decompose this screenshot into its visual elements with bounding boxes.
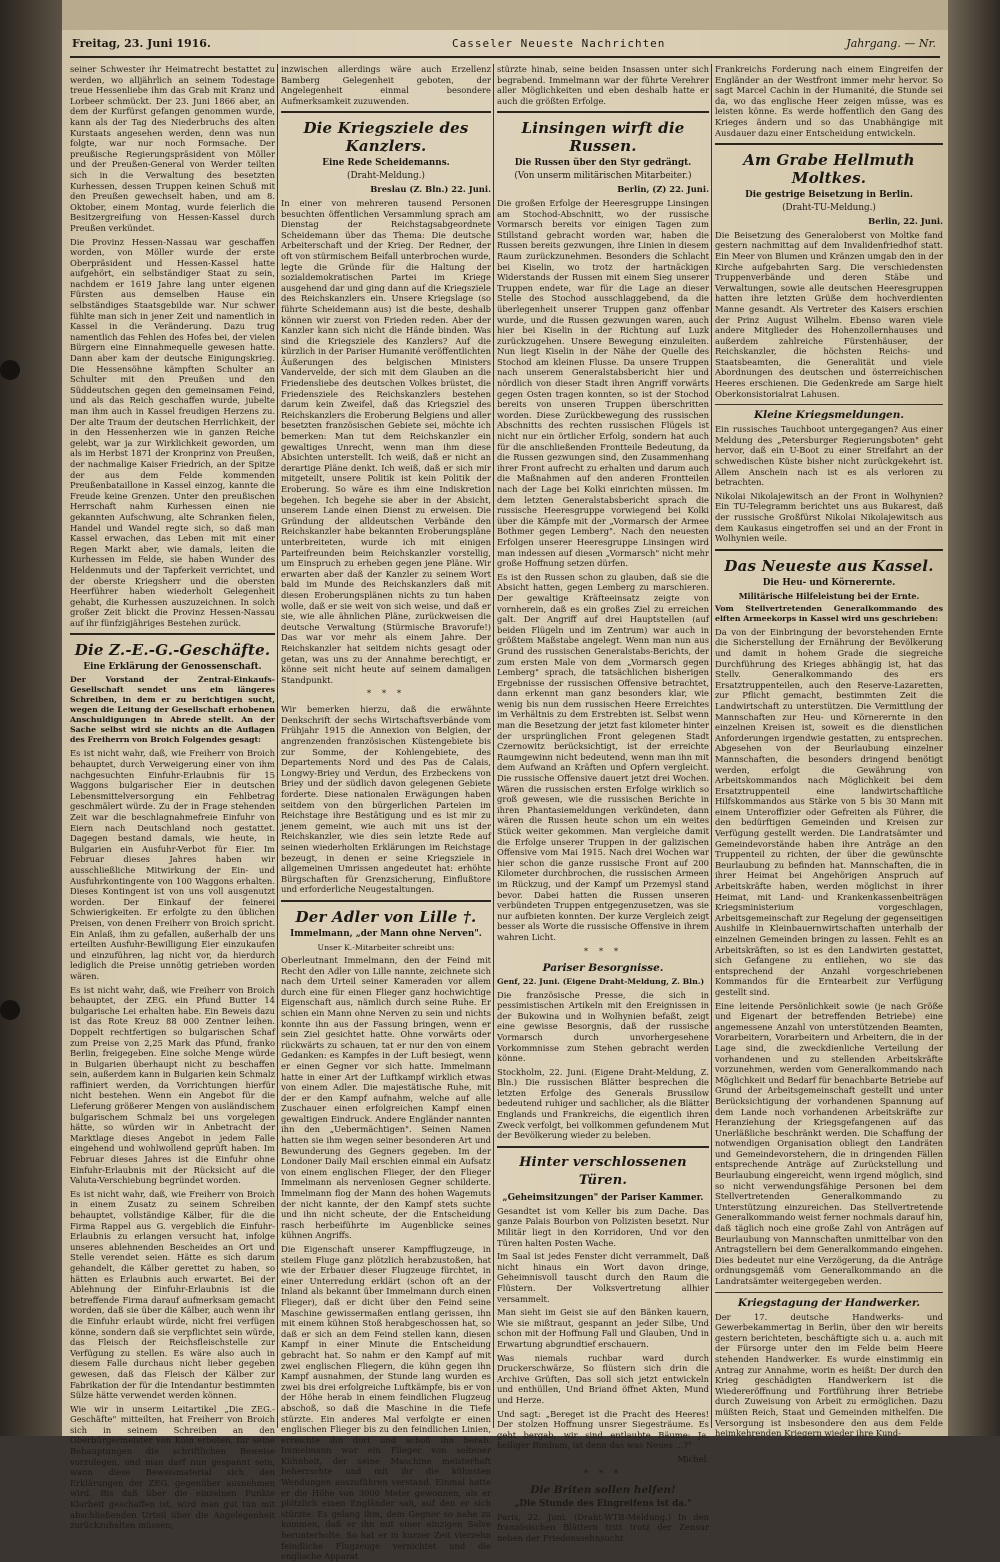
punch-hole (0, 1000, 20, 1020)
column-rule (493, 64, 494, 1428)
article-paragraph: Es ist nicht wahr, daß, wie Freiherr von Broich behauptet, der ZEG. ein Pfund Butter 14 bulgarische Lei erhalten habe. Ein Beweis dazu ist das Rote Kreuz 88 000 Zentner leihen. Doppelt rechtfertigen so bulgarischen Schaf zum Preise von 2,25 Mark das Pfund, franko Berlin, freigegeben. Eine solche Menge würde in Bulgarien überhaupt nicht zu beschaffen sein, außerdem kann in Bulgarien kein Schmalz raffiniert werden, da Vorrichtungen hierfür nicht bestehen. Wenn ein Angebot für die Lieferung größerer Mengen von ausländischem bulgarischem Schmalz bei uns vorgelegen hätte, so würden wir in Anbetracht der Marktlage dieses Angebot in jedem Falle eingehend und wohlwollend geprüft haben. Im Februar dieses Jahres ist die Einfuhr ohne Einfuhr-Erlaubnis mit der Rücksicht auf die Valuta-Verschiebung begründet worden. (70, 984, 275, 1186)
article-paragraph: Es ist nicht wahr, daß, wie Freiherr von Broich in einem Zusatz zu seinem Schreiben behauptet, vollständige Kälber, für die die Firma Rappel aus G. vergeblich die Einfuhr-Erlaubnis zu erlangen versucht hat, infolge unseres ablehnenden Bescheides an Ort und Stelle verendet seien. Hätte es sich darum gehandelt, die Kälber gerettet zu haben, so hätten es Erlaubnis auch erwartet. Bei der Ablehnung der Einfuhr-Erlaubnis ist die betreffende Firma darauf aufmerksam gemacht worden, daß sie über die Kälber, auch wenn ihr die Einfuhr erlaubt würde, nicht frei verfügen könne, sondern daß sie verpflichtet sein würde, das Fleisch der Reichsfleischstelle zur Verfügung zu stellen. Es wäre also auch in diesem Falle durchaus nicht lieber gegeben gewesen, daß das Fleisch der Kälber zur Fabrikation der für die Intendantur bestimmten Sülze hätte verwendet werden können. (70, 1188, 275, 1401)
article-paragraph: Die Provinz Hessen-Nassau war geschaffen worden, von Möller wurde der erste Oberpräsident und Hessen-Kassel hatte aufgehört, ein selbständiger Staat zu sein, nachdem er 1619 Jahre lang unter eigenen Fürsten aus demselben Hause ein selbständiges Staatsgebilde war. Nur schwer fühlte man sich in jener Zeit und namentlich in Kassel in die Veränderung. Dazu trug namentlich das Fehlen des Hofes bei, der vielen Bürgern eine Einnahmequelle gewesen hatte. Dann aber kam der deutsche Einigungskrieg. Die Hessensöhne kämpften Schulter an Schulter mit den Preußen und den Süddeutschen gegen den gemeinsamen Feind, und als das Reich geschaffen wurde, jubelte man ihm auch in Kassel freudigen Herzens zu. Der alte Traum der deutschen Herrlichkeit, der in den Hessenherzen wie in ganzen Reiche gelebt, war ja zur Wirklichkeit geworden, um als im Herbst 1871 der Kronprinz von Preußen, der nachmalige Kaiser Friedrich, an der Spitze der aus dem Felde kommenden Preußenbataillone in Kassel einzog, kannte die Freude keine Grenzen. Unter den preußischen Herrschaft nahm Kurhessen einen nie gekannten Aufschwung, alte Schranken fielen, Handel und Wandel regte sich, so daß man Kassel erwachen, das Leben mit mit einer Regen Markt aber, wie damals, leiten die Kurhessen im Felde, sie haben Wunder des Heldenmuts und der Tapferkeit verrichtet, und der oberste Kriegsherr und die obersten Heerführer haben wiederholt Gelegenheit gehabt, die Kurhessen auszuzeichnen. In solch großer Zeit blickt die Provinz Hessen-Nassau auf ihr fünfzigjähriges Bestehen zurück. (70, 236, 275, 628)
section-rule (715, 549, 943, 551)
dateline: Berlin, 22. Juni. (868, 216, 943, 227)
section-rule (497, 1146, 709, 1148)
section-stars: * * * (583, 946, 623, 957)
scan-left-border (0, 0, 62, 1436)
headline-kanzler: Die Kriegsziele des Kanzlers. (303, 119, 469, 156)
dateline: Breslau (Z. Bln.) 22. Juni. (370, 184, 491, 195)
punch-hole (0, 360, 20, 380)
section-stars: * * * (583, 1468, 623, 1479)
article-paragraph: seiner Schwester ihr Heimatrecht bestattet zu werden, wo alljährlich an seinem Todestage treue Hessenliebe ihm das Grab mit Kranz und Lorbeer schmückt. Der 23. Juni 1866 aber, an dem der Kurfürst gefangen genommen wurde, kann als der Tag des Niederbruchs des alten Kurstaats angesehen werden, denn was nun folgte, war nur noch Formsache. Der preußische Regierungspräsident von Möller und der Preußen-General von Werder teilten sich in die Verwaltung des besetzten Kurhessen, dessen Truppen keinen Schuß mit den Preußen gewechselt haben, und am 8. Oktober, einem Montag, wurde feierlich die Besitzergreifung von Hessen-Kassel durch Preußen verkündet. (70, 64, 275, 233)
column-rule (711, 64, 712, 1428)
subheadline-kanzler: Eine Rede Scheidemanns. (322, 158, 450, 169)
column-3 (497, 64, 709, 1543)
newspaper-page (62, 30, 948, 1562)
article-paragraph: Eine leitende Persönlichkeit sowie (je nach Größe und Eigenart der betreffenden Betriebe) eine angemessene Anzahl von unterstützenden Beamten, Vorarbeitern, Vorarbeitern und Arbeitern, die in der Lage sind, die zweckdienliche Verteilung der vorhandenen und zu stellenden Arbeitskräfte vorzunehmen, werden vom Generalkommando nach Möglichkeit und Bedarf für benachbarte Betriebe auf Grund der Arbeitsgemeinschaft gestellt und unter Berücksichtigung der vorhandenen Spannung auf dem Lande noch vorhandenen Arbeitskräfte zur Heranziehung der Kriegsgefangenen auf das Unerläßliche beschränkt werden. Die Schaffung der notwendigen Organisation obliegt den Landräten und Gemeindevorstehern, die in dringenden Fällen entsprechende Anträge auf Zurückstellung und Beurlaubung eingereicht, wenn irgend möglich, sind so nicht verwendungsfähige Personen bei dem Stellvertretenden Generalkommando zu Unterstützung einzureichen. Das Stellvertretende Generalkommando weist ferner nochmals darauf hin, daß täglich noch eine große Zahl von Anträgen auf Beurlaubung von Mannschaften unmittelbar von den Antragstellern bei dem Generalkommando eingehen. Dies bedeutet nur eine Verzögerung, da die Anträge ordnungsgemäß vom Generalkommando an die Landratsämter weitergegeben werden. (715, 1000, 943, 1286)
section-rule (281, 900, 491, 902)
poem-stanza: Was niemals ruchbar ward durch Druckerschwärze, So flüstern sich drin die Archive Grüften, Das soll sich jetzt entwickeln und enthüllen, Und Briand öffnet Akten, Mund und Herze. (497, 1352, 709, 1405)
article-paragraph: Die französische Presse, die sich in pessimistischen Artikeln mit den Ereignissen in der Bukowina und in Wolhynien befaßt, zeigt eine gewisse Besorgnis, daß der russische Vormarsch durch unvorhergesehene Vorkommnisse zum Stehen gebracht werden könne. (497, 989, 709, 1064)
section-rule (715, 1292, 943, 1293)
article-lead: Vom Stellvertretenden Generalkommando des elften Armeekorps in Kassel wird uns geschrieben: (715, 603, 943, 623)
article-paragraph: Stockholm, 22. Juni. (Eigene Draht-Meldung, Z. Bln.) Die russischen Blätter besprechen die letzten Erfolge des Generals Brussilow bedeutend ruhiger und sachlicher, als die Blätter Englands und Frankreichs, die eigentlich ihren Zweck verfolgt, bei vollkommen gefundenem Mut der Bevölkerung wieder zu beleben. (497, 1066, 709, 1141)
subheadline-moltke: Die gestrige Beisetzung in Berlin. (745, 190, 913, 201)
source-line: (Draht-TU-Meldung.) (782, 203, 876, 214)
headline-klein: Kleine Kriegsmeldungen. (753, 409, 905, 422)
section-rule (715, 404, 943, 405)
subheadline-zeg: Eine Erklärung der Genossenschaft. (83, 662, 262, 673)
article-paragraph: Da von der Einbringung der bevorstehenden Ernte die Sicherstellung der Ernährung der Bevölkerung und damit in hohem Grade die siegreiche Durchführung des Krieges abhängig ist, hat das Stellv. Generalkommando des ers Ersatztruppenteilen, auch den Reserve-Lazaretten, zur Pflicht gemacht, bestimmten Zeit die Landwirtschaft zu unterstützen. Die Vermittlung der Mannschaften zur Heu- und Körnerernte in den einzelnen Kreisen ist, soweit es die dienstlichen Anforderungen irgendwie gestatten, zu entsprechen. Abgesehen von der Beurlaubung einzelner Mannschaften, die besonders dringend benötigt werden, erfolgt die Gewährung von Arbeitskommandos nach Möglichkeit bei dem Ersatztruppenteil eine landwirtschaftliche Hilfskommandos aus Stärke von 5 bis 30 Mann mit einem Unteroffizier oder Gefreiten als Führer, die den bedürftigen Gemeinden und Kreisen zur Verfügung gestellt werden. Die Landratsämter und Gemeindevorstände haben ihre Anträge an den Truppenteil zu richten, der über die gewünschte Beurlaubung zu befinden hat. Mannschaften, die in ihrer Heimat bei Angehörigen Anspruch auf Arbeitskräfte haben, werden möglichst in ihrer Heimat, mit Land- und Krankenkassenbeiträgen Kriegsministerium vorgeschlagen, Arbeitsgemeinschaft zur Regelung der gegenseitigen Aushilfe in Kleinbauernwirtschaften unterhalb der einzelnen Gemeinden bringen zu lassen. Fehlt es an Arbeitskräften, so ist es den Landwirten gestattet, sich Gefangene zu entliehen, wo sie das entsprechend der Anzahl vorgeschriebenen Kommandos für die Erntearbeit zur Verfügung gestellt sind. (715, 626, 943, 997)
headline-kassel: Das Neueste aus Kassel. (724, 556, 934, 575)
article-paragraph: Es ist nicht wahr, daß, wie Freiherr von Broich behauptet, durch Verweigerung einer von ihm nachgesuchten Einfuhr-Erlaubnis für 15 Waggons bulgarischer Eier in deutschen Lebensmittelversorgung ein Fehlbetrag geschmälert würde. Zu der in Frage stehenden Zeit war die beschlagnahmefreie Einfuhr von Eiern nach Deutschland noch gestattet. Dagegen bestand damals, wie heute, in Bulgarien ein Ausfuhr-Verbot für Eier. Im Februar dieses Jahres haben wir ausschließliche Mitwirkung der Ein- und Ausfuhrkontingente von 100 Waggons erhalten. Dieses Kontingent ist von uns voll ausgenutzt worden. Der Einkauf der feinerei Schwierigkeiten. Er erfolgte zu den üblichen Preisen, von denen Freiherr von Broich spricht. Ein Anlaß, ihm zu gefallen, außerhalb der uns erteilten Ausfuhr-Bewilligung Eier einzukaufen und einzuführen, lag nicht vor, da hierdurch lediglich die Preise unnötig getrieben worden wären. (70, 748, 275, 981)
column-2 (281, 64, 491, 1562)
section-rule (281, 111, 491, 113)
article-paragraph: Nikolai Nikolajewitsch an der Front in Wolhynien? Ein TU-Telegramm berichtet uns aus Bukarest, daß der russische Großfürst Nikolai Nikolajewitsch aus dem Kaukasus eingetroffen sei und an der Front in Wolhynien weile. (715, 490, 943, 544)
subheadline-briten: „Die Stunde des Eingreifens ist da." (514, 1498, 692, 1509)
subheadline-adler: Immelmann, „der Mann ohne Nerven". (290, 928, 482, 939)
dateline: Berlin, (Z) 22. Juni. (617, 184, 709, 195)
article-paragraph: inzwischen allerdings wäre auch Erzellenz Bamberg Gelegenheit geboten, der Angelegenheit einmal besondere Aufmerksamkeit zuzuwenden. (281, 64, 491, 106)
scan-top-border (62, 0, 948, 30)
article-paragraph: Der 17. deutsche Handwerks- und Gewerbekammertag in Berlin, über den wir bereits gestern berichteten, beschäftigte sich u. a. auch mit der Fürsorge unter den im Felde beim Heere stehenden Handwerker. Es wurde einstimmig ein Antrag zur Annahme, worin es heißt: Der durch den Krieg geschädigten Handwerkern ist die Wiedereröffnung und Fortführung ihrer Betriebe durch Zuweisung von Arbeit zu ermöglichen. Dazu müßten Reich, Staat und Gemeinden mithelfen. Die Versorgung ist insbesondere den aus dem Felde heimkehrenden Kriegern wieder ihre Kund- (715, 1311, 943, 1439)
poem-stanza: Im Saal ist jedes Fenster dicht verrammelt, Daß nicht hinaus ein Wort davon dringe, Geheimnisvoll tauscht durch den Raum die Flüstern. Der Volksvertretung allhier versammelt. (497, 1251, 709, 1304)
headline-adler: Der Adler von Lille †. (295, 907, 477, 926)
article-paragraph: Es ist den Russen schon zu glauben, daß sie die Absicht hatten, gegen Lemberg zu marschieren. Der gewaltige Kräfteeinsatz zeigte von vornherein, daß es ein großes Ziel zu erreichen galt. Der Angriff auf drei Hauptstellen (auf beiden Flügeln und im Zentrum) war auch in größtem Maßstabe angelegt. Wenn man nun aus Grund des russischen Generalstabs-Berichts, der zum ersten Male von dem „Vormarsch gegen Lemberg" sprach, die tatsächlichen bisherigen Ergebnisse der russischen Offensive betrachtet, dann erkennt man ganz besonders klar, wie wenig bis nun dem russischen Heere Erreichtes im Verhältnis zu dem Erstrebten ist. Selbst wenn man die Besetzung der jetzt fast kilometer hinter der ursprünglichen Front gelegenen Stadt Czernowitz berücksichtigt, ist der erreichte Raumgewinn nicht bedeutend, wenn man ihn mit dem Aufwand an Kräften und Opfern vergleicht. Die russische Offensive dauert jetzt drei Wochen. Wären die russischen ersten Erfolge wirklich so groß gewesen, wie die russischen Berichte in ihren Phantasiemeldungen verkündeten, dann wären die Russen heute schon um ein weites Stück weiter gekommen. Man vergleiche damit die Erfolge unserer Truppen in der galizischen Offensive vom Mai 1915. Nach drei Wochen war hier schon die ganze russische Front auf 200 Kilometer durchbrochen, die russischen Armeen im Rückzug, und der Kampf um Przemysl stand bevor. Dabei hatten die Russen unseren verbündeten Truppen entgegenzusetzen, was sie nur aufbieten konnten. Der kurze Vergleich zeigt besser als Worte die russische Offensive in ihrem wahren Licht. (497, 571, 709, 942)
source-line: (Draht-Meldung.) (347, 171, 425, 182)
headline-moltke: Am Grabe Hellmuth Moltkes. (743, 151, 915, 188)
article-paragraph: Oberleutnant Immelmann, den der Feind mit Recht den Adler von Lille nannte, zeichnete sich nach dem Urteil seiner Kameraden vor allem durch eine für einen Flieger ganz hochwichtige Eigenschaft aus, nämlich durch seine Ruhe. Er schien ein Mann ohne Nerven zu sein und nichts konnte ihn aus der Fassung bringen, wenn er sein Ziel gesichtet hatte. Ohne vorwärts oder rückwärts zu schauen, tat er nur den von einem Gedanken: es Kampfes in der Luft besiegt, wenn er einen Gegner vor sich hatte. Immelmann hatte in einer Art der Luftkampf wirklich etwas von einem Adler. Die majestätische Ruhe, mit der er den Kampf aufnahm, welche auf alle Zuschauer einen erfolgreichen Kampf einen gewaltigen Eindruck. Andere Engländer nannten ihn den „Uebermächtigen". Seinen Namen hatten sie ihm wegen seiner besonderen Art und Bewunderung des Gegners gegeben. Im der Londoner Daily Mail erschien einmal ein Aufsatz von einem englischen Flieger, der den Flieger Immelmann als nervenlosen Gegner schilderte. Immelmann flog der Mann des hohen Wagemuts der nicht kannte, der den Kampf stets suchte und ihn nicht scheute, der die Entscheidung rasch herbeiführte im Augenblicke seines kühnen Angriffs. (281, 954, 491, 1241)
article-paragraph: Frankreichs Forderung nach einem Eingreifen der Engländer an der Westfront immer mehr hervor. So sagt Marcel Cachin in der Humanité, die Stunde sei da, wo das englische Heer zeigen müsse, was es leisten könne. Es werde hoffentlich den Gang des Krieges ändern und so das Unabhängige mit Ausdauer dazu einer Entscheidung entwickeln. (715, 64, 943, 138)
article-paragraph: Die Beisetzung des Generaloberst von Moltke fand gestern nachmittag auf dem Invalidenfriedhof statt. Ein Meer von Blumen und Kränzen umgab den in der Kirche aufgebahrten Sarg. Die verschiedensten Truppenverbände und deren Stäbe und Verwaltungen, sowie alle deutschen Heeresgruppen hatten ihre letzten Grüße dem hochverdienten Manne gesandt. Als Vertreter des Kaisers erschien der Prinz August Wilhelm. Ebenso waren viele andere Mitglieder des Hohenzollernhauses und außerdem zahlreiche Fürstenhäuser, der Reichskanzler, die höchsten Reichs- und Staatsbeamten, die Generalität und viele Abordnungen des deutschen und österreichischen Heeres erschienen. Die Gedenkrede am Sarge hielt Oberkonsistorialrat Lahusen. (715, 229, 943, 399)
section-stars: * * * (366, 689, 406, 700)
column-4 (715, 64, 943, 1439)
scan-right-border (948, 0, 1000, 1436)
section-rule (715, 143, 943, 145)
section-rule (497, 111, 709, 113)
article-lead: Der Vorstand der Zentral-Einkaufs-Gesellschaft sendet uns ein längeres Schreiben, in dem er zu berichtigen sucht, wegen die Leitung der Gesellschaft erhobenen Anschuldigungen in Abrede stellt. An der Sache selbst wird sie nichts an die Auflagen des Freiherrn von Broich Folgendes gesagt: (70, 675, 275, 745)
column-rule (277, 64, 278, 1428)
article-paragraph: Wie wir in unserm Leitartikel „Die ZEG.-Geschäfte" mitteilten, hat Freiherr von Broich sich in seinem Schreiben an den Oberbürgermeister von Köln erboten, für seine Behauptungen die schriftlichen Beweise vorzulegen, und man darf nun gespannt sein, wann diese Beweismaterial sich den Erklärungen der ZEG. gegenüber ausnehmen wird. Bis daß über die einzelnen Punkte Klarheit geschaffen ist, wird man gut tun mit abschließenden Urteil über die Angelegenheit zurückzuhalten müssen; (70, 1403, 275, 1531)
header-date: Freitag, 23. Juni 1916. (72, 37, 211, 50)
subheadline-tueren: „Geheimsitzungen" der Pariser Kammer. (502, 1192, 704, 1203)
source-line: (Von unserm militärischen Mitarbeiter.) (514, 171, 692, 182)
header-paper-name: Casseler Neueste Nachrichten (452, 37, 666, 50)
headline-briten: Die Briten sollen helfen! (530, 1483, 676, 1496)
article-paragraph: Ein russisches Tauchboot untergegangen? Aus einer Meldung des „Petersburger Regierungsboten" geht hervor, daß ein U-Boot zu einer Streifahrt an der schwedischen Küste bisher nicht zurückgekehrt ist. Allem Anschein nach ist es als verloren zu betrachten. (715, 424, 943, 488)
dateline: Genf, 22. Juni. (Eigene Draht-Meldung, Z. Bln.) (497, 976, 705, 986)
section-rule (70, 633, 275, 635)
signature: Michel. (677, 1453, 709, 1464)
headline-linsingen: Linsingen wirft die Russen. (521, 119, 685, 156)
headline-pariser: Pariser Besorgnisse. (542, 961, 664, 974)
poem-stanza: Und sagt: „Bereget ist die Pracht des Heeres! Der stolzen Hoffnung unsrer Siegesträume. Es geht bergab, wir sind entlaubte Bäume: Ja, heiliger Bimbam, ist denn das was Neues ...?" (497, 1408, 709, 1451)
article-paragraph: stürzte hinab, seine beiden Insassen unter sich begrabend. Immelmann war der führte Verehrer aller Möglichkeiten und eben deshalb hatte er auch die größten Erfolge. (497, 64, 709, 106)
column-1 (70, 64, 275, 1531)
poem-stanza: Man sieht im Geist sie auf den Bänken kauern, Wie sie mißtraut, gespannt an jeder Silbe, Und schon mit der Hoffnung Fall und Glauben, Und in Erwartung abgrundtief erschauern. (497, 1307, 709, 1349)
article-paragraph: Paris, 22. Juni. (Draht-WTB-Meldung.) In den französischen Blättern tritt trotz der Zensur neben der Friedenssehnsucht (497, 1511, 709, 1543)
subheadline-kassel: Die Heu- und Körnerernte. (762, 577, 896, 588)
headline-handwerker: Kriegstagung der Handwerker. (737, 1296, 921, 1309)
subheadline-linsingen: Die Russen über den Styr gedrängt. (514, 158, 692, 169)
source-line: Unser K.-Mitarbeiter schreibt uns: (317, 942, 455, 952)
article-paragraph: Die Eigenschaft unserer Kampfflugzeuge, in steilem Fluge ganz plötzlich herabzustoßen, hat wie der Erbauer dieser Flugzeuge fürchtet, in einer Unterredung erklärt (schon oft an der Inland als bekannt über Immelmann durch einen Flieger), daß er dicht über den Feind seine Maschine gewissermaßen entlang gerissen, ihn mit einem kühnen Stoß herabgeschossen hat, so daß er sich an dem Feind stellen kann, diesen Kampf in einer Minute die Entscheidung gebracht hat. So nahm er den Kampf auf mit zwei englischen Fliegern, die kühn gegen ihn Kampf ausnahmen, der Stunde lang wurden es zwei bis drei erfolgreiche Luftkämpfe, bis er von der Höhe herab in einem feindlichen Flugzeug abschoß, so daß die Maschine in die Tiefe stürzte. Ein anderes Mal verfolgte er einen englischen Flieger bis zu den feindlichen Linien, erreichte ihn dort und schoß ihn herab. Immelmann war ein Flieger von seltener Kühnheit, der seine Maschine meisterhaft beherrschte und mit ihr die kühnsten Wendungen auszuführen verstand. Einmal hatte er die Höhe von 3000 Meter gewonnen, als er plötzlich einen Engländer sah, auf den er sich stürzte. Es gelang ihm, dem Gegner so nahe zu kommen, daß er ihn mit einer einzigen Salve herunterholte. So hat er in kurzer Zeit vierzehn feindliche Flugzeuge vernichtet und die englische Apparat (281, 1244, 491, 1562)
article-paragraph: Die großen Erfolge der Heeresgruppe Linsingen am Stochod-Abschnitt, wo der russische Vormarsch bereits vor einigen Tagen zum Stillstand gebracht worden war, haben die Russen bereits gezwungen, ihre Linien in diesem Raum zurückzunehmen. Besonders die Schlacht bei Kiselin, wo trotz der hartnäckigen Widerstands der Russen mit einem Sieg unserer Truppen endete, war für die Lage an dieser Stelle des Stochod ausschlaggebend, da die überlegenheit unserer Truppen ganz offenbar wurde, und die Russen gezwungen waren, auch hier bei Kiselin in der Richtung auf Luzk zurückzugehen. Unsere Bewegung einzuleiten. Nun liegt Kiselin in der Nähe der Quelle des Stochod am kleinen Flusse. Da unsere Truppen nach unserem Generalstabsbericht hier und nördlich von dieser Stadt ihren Angriff vorwärts gegen Osten tragen konnten, so ist der Stochod bereits von unseren Truppen überschritten worden. Diese Zurückbewegung des russischen Abschnitts des rechten russischen Flügels ist nicht nur ein örtlicher Erfolg, sondern hat auch für die anschließenden Frontteile Bedeutung, da die Russen gezwungen sind, den Zusammenhang ihrer Front aufrecht zu erhalten und darum auch die Maßnahmen auf den anderen Frontteilen nach der Lage bei Kolki einrichten müssen. Im dem letzten Generalstabsbericht sprach die russische Heeresgruppe vorwiegend bei Kolki über die Kämpfe mit der „Vormarsch der Armee Bothmer gegen Lemberg". Nach den neuesten Erfolgen unserer Heeresgruppe Linsingen wird man indessen auf diesen „Vormarsch" nicht mehr große Hoffnung setzen dürfen. (497, 197, 709, 569)
header-issue: Jahrgang. — Nr. (846, 37, 936, 50)
subheadline-kassel-2: Militärische Hilfeleistung bei der Ernte. (738, 590, 920, 601)
headline-zeg: Die Z.-E.-G.-Geschäfte. (74, 641, 271, 660)
headline-tueren: Hinter verschlossenen Türen. (519, 1154, 687, 1188)
poem-stanza: Gesandtet ist vom Keller bis zum Dache. Das ganze Palais Bourbon von Polizisten besetzt. Nur Militär liegt in den Korridoren, Und vor den Türen halten Posten Wache. (497, 1205, 709, 1248)
article-paragraph: In einer von mehreren tausend Personen besuchten öffentlichen Versammlung sprach am Dienstag der Reichstagsabgeordnete Scheidemann über das Thema: Die deutsche Arbeiterschaft und der Krieg. Der Redner, der oft von stürmischem Beifall unterbrochen wurde, legte die Gründe für die Haltung der sozialdemokratischen Partei im Kriege ausgehend dar und ging dann auf die Kriegsziele des Reichskanzlers ein. Unsere Kriegslage (so führte Scheidemann aus) ist die beste, deshalb können wir zuerst von Frieden reden. Aber der Kanzler kann sich nicht die Hände binden. Was sind die Kriegsziele des Kanzlers? Auf die kürzlich in der Pariser Humanité veröffentlichten Äußerungen des belgischen Ministers Vandervelde, der sich mit dem Glauben an die Friedensliebe des deutschen Volkes brüstet, die Friedensziele des Reichskanzlers bestehen darum kein Zweifel, daß das Kriegsziel des Reichskanzlers die Eroberung Belgiens und aller besetzten französischen Gebiete sei, möchte ich bemerken: Man tut dem Reichskanzler ein gewaltiges Unrecht, wenn man ihm diese Absichten unterstellt. Ich weiß, daß er nicht an derartige Pläne denkt. Ich weiß, daß er sich mir mitgeteilt, unsere Politik ist kein Politik der Eroberung. So wäre es ihm eine Indiskretion begehen. Ich begehe sie aber in der Absicht, unserem Lande einen Dienst zu erweisen. Die Gründung der alldeutschen Verbände den Reichskanzler habe bekannten Eroberungspläne unterbreiteten, wurde ich mit einigen Parteifreunden beim Reichskanzler vorstellig, um Einspruch zu erheben gegen jene Pläne. Wir erwarten aber daß der Kanzler zu seinem Wort bald im Munde des Reichskanzlers daß mit diesen Eroberungsplänen nichts zu tun haben wolle, daß er sie weit von sich weise, und daß er sie, wie alle ähnlichen Pläne, zurückweisen die deutsche Verwaltung (Stürmische Bravorufe!) Das war vor mehr als einem Jahre. Der Reichskanzler hat seitdem nichts gesagt oder getan, was uns zu der Annahme berechtigt, er könne seit nicht heute auf seinem damaligen Standpunkt. (281, 197, 491, 685)
article-paragraph: Wir bemerken hierzu, daß die erwähnte Denkschrift der sechs Wirtschaftsverbände vom Frühjahr 1915 die Annexion von Belgien, der angrenzenden französischen Küstengebiete bis zur Somme, der Kohlengebiete, des Departements Nord und des Pas de Calais, Longwy-Briey und Verdun, des Erzbeckens von Briey und der südlich davon gelegenen Gebiete forderte. Diese nationalen Erwägungen haben seitdem von den bürgerlichen Parteien im Reichstage ihre Bestätigung und es ist mir zu jenem gemeint, wie auch mit uns ist der Reichskanzler, wie dies sein letzte Rede auf seinen wiederholten Erklärungen im Reichstage bezeugt, in denen er seine Kriegsziele in allgemeinen Umrissen angedeutet hat: erhöhte Bürgschaften für Grenzsicherung, Einflußtore und erforderliche Neugestaltungen. (281, 704, 491, 895)
header-rule (70, 56, 940, 58)
